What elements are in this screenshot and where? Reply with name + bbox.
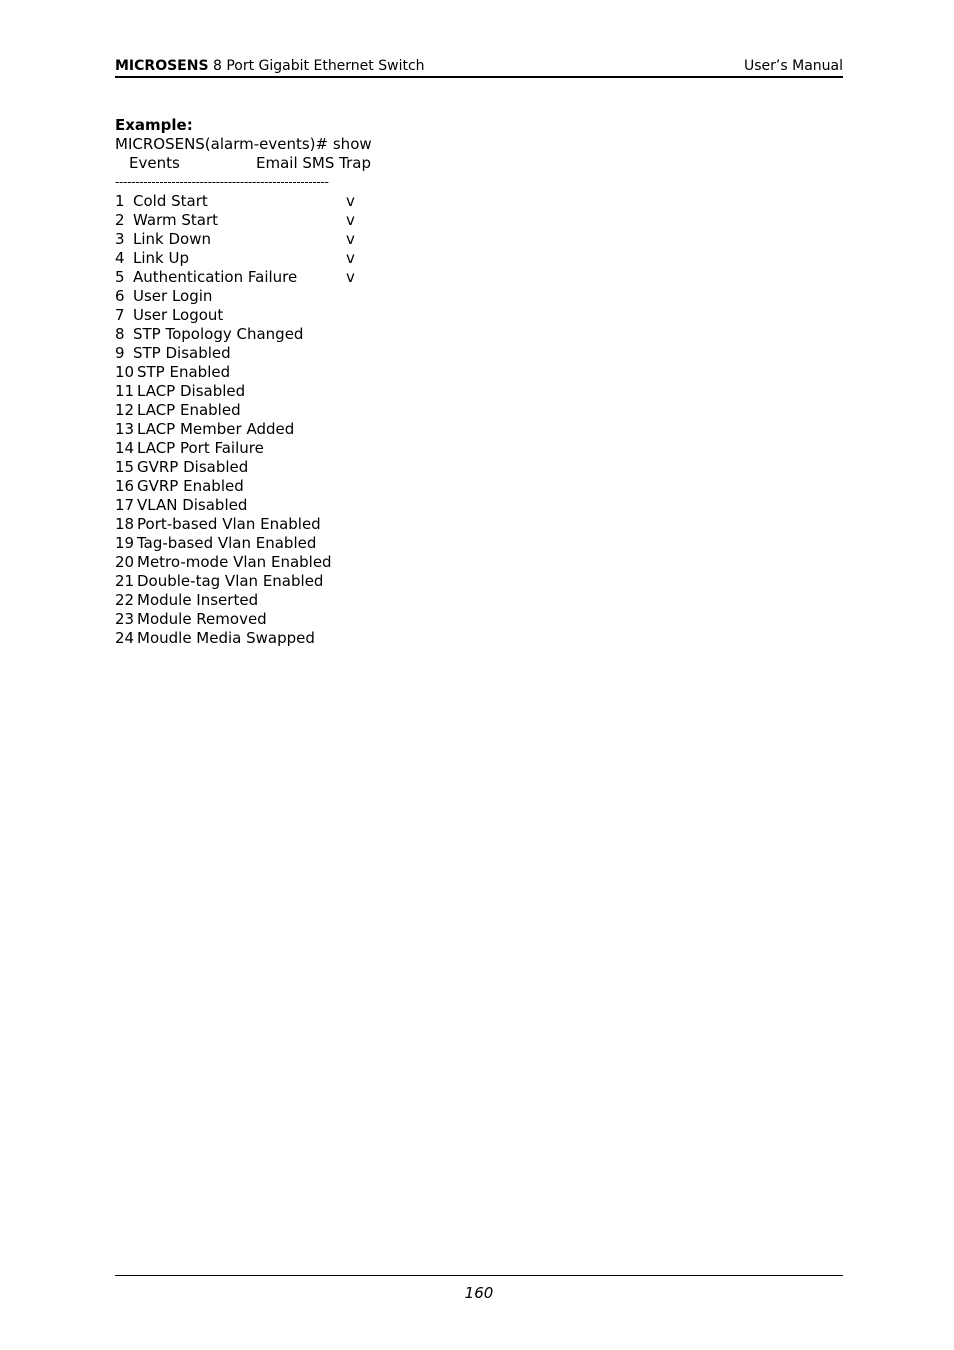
event-name: STP Topology Changed xyxy=(133,325,304,343)
event-row xyxy=(115,306,715,325)
event-name: GVRP Enabled xyxy=(137,477,244,495)
event-number: 4 xyxy=(115,249,125,267)
events-column-header: Events xyxy=(129,154,180,172)
event-name: Double-tag Vlan Enabled xyxy=(137,572,324,590)
event-number: 6 xyxy=(115,287,125,305)
event-name: VLAN Disabled xyxy=(137,496,248,514)
cli-table-header xyxy=(115,154,715,173)
event-row xyxy=(115,249,715,268)
event-number: 13 xyxy=(115,420,135,438)
cli-command: MICROSENS(alarm-events)# show xyxy=(115,135,372,153)
event-number: 20 xyxy=(115,553,135,571)
event-name: User Login xyxy=(133,287,213,305)
event-row xyxy=(115,629,715,648)
event-number: 2 xyxy=(115,211,125,229)
event-row xyxy=(115,363,715,382)
event-row xyxy=(115,211,715,230)
event-enabled-mark: v xyxy=(346,211,355,229)
event-name: Cold Start xyxy=(133,192,208,210)
event-row xyxy=(115,591,715,610)
event-row xyxy=(115,268,715,287)
event-row xyxy=(115,515,715,534)
event-name: LACP Port Failure xyxy=(137,439,264,457)
event-name: Link Down xyxy=(133,230,211,248)
event-name: Link Up xyxy=(133,249,189,267)
header-product-title xyxy=(115,56,425,76)
event-number: 11 xyxy=(115,382,135,400)
product-name: 8 Port Gigabit Ethernet Switch xyxy=(208,58,425,74)
event-number: 17 xyxy=(115,496,135,514)
event-number: 21 xyxy=(115,572,135,590)
event-name: LACP Member Added xyxy=(137,420,295,438)
event-row xyxy=(115,496,715,515)
event-number: 18 xyxy=(115,515,135,533)
event-name: LACP Disabled xyxy=(137,382,246,400)
event-name: STP Disabled xyxy=(133,344,231,362)
event-row xyxy=(115,477,715,496)
event-row xyxy=(115,420,715,439)
event-row xyxy=(115,401,715,420)
event-number: 3 xyxy=(115,230,125,248)
event-row xyxy=(115,439,715,458)
event-name: Port-based Vlan Enabled xyxy=(137,515,321,533)
event-row xyxy=(115,610,715,629)
event-number: 24 xyxy=(115,629,135,647)
event-number: 1 xyxy=(115,192,125,210)
cli-separator: ----------------------------------------------------- xyxy=(115,175,329,189)
event-name: Authentication Failure xyxy=(133,268,298,286)
example-block xyxy=(115,116,715,648)
event-name: Warm Start xyxy=(133,211,218,229)
brand-name: MICROSENS xyxy=(115,58,209,74)
event-row xyxy=(115,344,715,363)
event-row xyxy=(115,572,715,591)
event-name: Module Removed xyxy=(137,610,267,628)
page-footer xyxy=(115,1275,843,1302)
event-number: 19 xyxy=(115,534,135,552)
event-name: User Logout xyxy=(133,306,224,324)
event-number: 5 xyxy=(115,268,125,286)
event-list xyxy=(115,192,715,648)
event-row xyxy=(115,553,715,572)
page-header xyxy=(115,56,843,78)
example-title: Example: xyxy=(115,116,193,134)
event-name: Module Inserted xyxy=(137,591,259,609)
event-number: 23 xyxy=(115,610,135,628)
event-enabled-mark: v xyxy=(346,192,355,210)
event-name: Metro-mode Vlan Enabled xyxy=(137,553,332,571)
event-row xyxy=(115,382,715,401)
page-number: 160 xyxy=(464,1284,494,1302)
event-name: LACP Enabled xyxy=(137,401,241,419)
event-number: 14 xyxy=(115,439,135,457)
event-number: 8 xyxy=(115,325,125,343)
event-row xyxy=(115,287,715,306)
event-name: GVRP Disabled xyxy=(137,458,249,476)
event-name: Moudle Media Swapped xyxy=(137,629,315,647)
event-row xyxy=(115,230,715,249)
event-row xyxy=(115,325,715,344)
event-number: 9 xyxy=(115,344,125,362)
event-name: STP Enabled xyxy=(137,363,231,381)
event-enabled-mark: v xyxy=(346,268,355,286)
event-name: Tag-based Vlan Enabled xyxy=(137,534,317,552)
event-enabled-mark: v xyxy=(346,249,355,267)
event-number: 15 xyxy=(115,458,135,476)
event-row xyxy=(115,534,715,553)
event-number: 16 xyxy=(115,477,135,495)
event-number: 22 xyxy=(115,591,135,609)
event-enabled-mark: v xyxy=(346,230,355,248)
event-number: 7 xyxy=(115,306,125,324)
manual-label: User’s Manual xyxy=(744,58,843,74)
event-number: 10 xyxy=(115,363,135,381)
event-number: 12 xyxy=(115,401,135,419)
event-row xyxy=(115,192,715,211)
event-row xyxy=(115,458,715,477)
channels-column-header: Email SMS Trap xyxy=(256,154,371,172)
